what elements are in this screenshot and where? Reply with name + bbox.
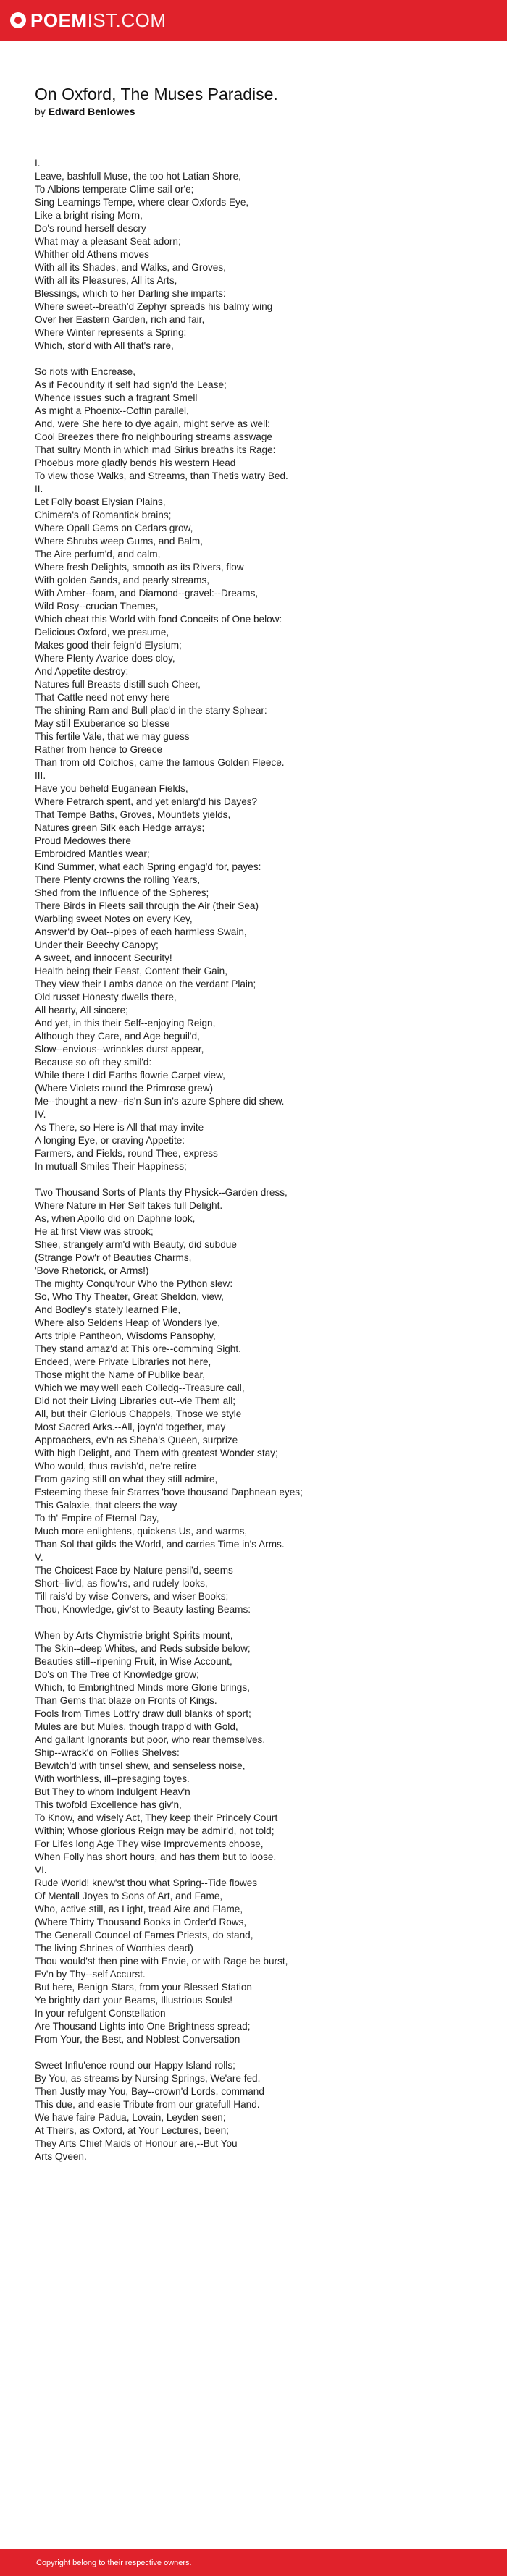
poem-line: So, Who Thy Theater, Great Sheldon, view, bbox=[35, 1291, 224, 1302]
poem-line: To Albions temperate Clime sail or'e; bbox=[35, 184, 194, 195]
poem-line: May still Exuberance so blesse bbox=[35, 718, 170, 729]
poem-article bbox=[35, 84, 484, 2176]
logo-bold-text: POEM bbox=[30, 9, 88, 31]
site-footer bbox=[0, 2549, 507, 2576]
poem-line: Much more enlightens, quickens Us, and warms, bbox=[35, 1526, 248, 1537]
poem-line: Delicious Oxford, we presume, bbox=[35, 627, 169, 638]
poem-line: They view their Lambs dance on the verdant Plain; bbox=[35, 979, 256, 989]
poem-line: Shed from the Influence of the Spheres; bbox=[35, 887, 209, 898]
poem-line: Arts triple Pantheon, Wisdoms Pansophy, bbox=[35, 1330, 216, 1341]
poem-line: From gazing still on what they still admire, bbox=[35, 1474, 218, 1485]
poem-line: Leave, bashfull Muse, the too hot Latian Shore, bbox=[35, 171, 241, 182]
poem-line: Thou, Knowledge, giv'st to Beauty lasting Beams: bbox=[35, 1604, 251, 1615]
poem-line: Old russet Honesty dwells there, bbox=[35, 992, 177, 1002]
poem-line: Fools from Times Lott'ry draw dull blanks of sport; bbox=[35, 1708, 251, 1719]
poem-line: Cool Breezes there fro neighbouring streams asswage bbox=[35, 431, 272, 442]
poem-line: At Theirs, as Oxford, at Your Lectures, been; bbox=[35, 2125, 229, 2136]
poem-line: But They to whom Indulgent Heav'n bbox=[35, 1786, 190, 1797]
poem-line: When Folly has short hours, and has them but to loose. bbox=[35, 1851, 277, 1862]
poem-line: Blessings, which to her Darling she imparts: bbox=[35, 288, 226, 299]
poem-line: Wild Rosy--crucian Themes, bbox=[35, 601, 159, 612]
poem-line: Than Gems that blaze on Fronts of Kings. bbox=[35, 1695, 217, 1706]
poem-line: Where fresh Delights, smooth as its Rivers, flow bbox=[35, 562, 244, 573]
poem-line: Which we may well each Colledg--Treasure call, bbox=[35, 1382, 245, 1393]
poem-line: Short--liv'd, as flow'rs, and rudely looks, bbox=[35, 1578, 208, 1589]
poem-line: Mules are but Mules, though trapp'd with Gold, bbox=[35, 1721, 238, 1732]
poem-line: Natures full Breasts distill such Cheer, bbox=[35, 679, 201, 690]
poem-line: This Galaxie, that cleers the way bbox=[35, 1500, 177, 1511]
poem-line: Where Plenty Avarice does cloy, bbox=[35, 653, 175, 664]
poem-line: Bewitch'd with tinsel shew, and senseless noise, bbox=[35, 1760, 246, 1771]
poem-line: And Appetite destroy: bbox=[35, 666, 129, 677]
poem-line: The Skin--deep Whites, and Reds subside below; bbox=[35, 1643, 251, 1654]
poem-line: And yet, in this their Self--enjoying Reign, bbox=[35, 1018, 216, 1029]
poem-line: Where Nature in Her Self takes full Delight. bbox=[35, 1200, 223, 1211]
poem-line: With worthless, ill--presaging toyes. bbox=[35, 1773, 190, 1784]
poem-line: Whither old Athens moves bbox=[35, 249, 149, 260]
poem-line: The Choicest Face by Nature pensil'd, seems bbox=[35, 1565, 233, 1576]
poem-line: Although they Care, and Age beguil'd, bbox=[35, 1031, 200, 1042]
poem-line: The living Shrines of Worthies dead) bbox=[35, 1943, 193, 1954]
poem-stanza bbox=[35, 1629, 484, 2046]
poem-line: Proud Medowes there bbox=[35, 835, 131, 846]
poem-line: Are Thousand Lights into One Brightness spread; bbox=[35, 2021, 251, 2032]
poem-stanza bbox=[35, 157, 484, 352]
poem-line: Beauties still--ripening Fruit, in Wise Account, bbox=[35, 1656, 232, 1667]
site-header bbox=[0, 0, 507, 41]
poem-line: Rather from hence to Greece bbox=[35, 744, 163, 755]
poem-line: Where Shrubs weep Gums, and Balm, bbox=[35, 536, 203, 546]
poem-line: Than Sol that gilds the World, and carries Time in's Arms. bbox=[35, 1539, 285, 1550]
poem-line: So riots with Encrease, bbox=[35, 366, 136, 377]
poem-line: To view those Walks, and Streams, than Thetis watry Bed. bbox=[35, 470, 288, 481]
poem-line: Ev'n by Thy--self Accurst. bbox=[35, 1969, 146, 1980]
poem-line: There Plenty crowns the rolling Years, bbox=[35, 874, 201, 885]
poem-line: For Lifes long Age They wise Improvements choose, bbox=[35, 1838, 264, 1849]
poem-line: What may a pleasant Seat adorn; bbox=[35, 236, 181, 247]
poem-line: Those might the Name of Publike bear, bbox=[35, 1369, 205, 1380]
poem-line: Which, stor'd with All that's rare, bbox=[35, 340, 174, 351]
site-logo-text bbox=[30, 9, 167, 31]
poem-line: Endeed, were Private Libraries not here, bbox=[35, 1356, 211, 1367]
poem-line: Where Petrarch spent, and yet enlarg'd his Dayes? bbox=[35, 796, 258, 807]
poem-line: Do's round herself descry bbox=[35, 223, 146, 234]
poem-line: Shee, strangely arm'd with Beauty, did subdue bbox=[35, 1239, 237, 1250]
poem-line: Which, to Embrightned Minds more Glorie brings, bbox=[35, 1682, 250, 1693]
poem-line: Embroidred Mantles wear; bbox=[35, 848, 150, 859]
poem-line: With high Delight, and Them with greatest Wonder stay; bbox=[35, 1448, 278, 1458]
poem-line: Who, active still, as Light, tread Aire and Flame, bbox=[35, 1904, 243, 1914]
poem-line: Two Thousand Sorts of Plants thy Physick--Garden dress, bbox=[35, 1187, 288, 1198]
poem-line: Thou would'st then pine with Envie, or with Rage be burst, bbox=[35, 1956, 288, 1967]
poem-line: Phoebus more gladly bends his western Head bbox=[35, 457, 236, 468]
poem-line: Than from old Colchos, came the famous Golden Fleece. bbox=[35, 757, 285, 768]
poem-line: Over her Eastern Garden, rich and fair, bbox=[35, 314, 205, 325]
poem-line: Rude World! knew'st thou what Spring--Tide flowes bbox=[35, 1878, 258, 1888]
poem-line: This due, and easie Tribute from our gratefull Hand. bbox=[35, 2099, 260, 2110]
poem-line: But here, Benign Stars, from your Blessed Station bbox=[35, 1982, 252, 1993]
poem-line: Then Justly may You, Bay--crown'd Lords, command bbox=[35, 2086, 264, 2097]
poem-line: I. bbox=[35, 158, 41, 169]
poem-line: Where also Seldens Heap of Wonders lye, bbox=[35, 1317, 220, 1328]
byline-prefix: by bbox=[35, 106, 49, 117]
poem-line: That Tempe Baths, Groves, Mountlets yields, bbox=[35, 809, 231, 820]
poem-line: As, when Apollo did on Daphne look, bbox=[35, 1213, 196, 1224]
poem-line: Slow--envious--wrinckles durst appear, bbox=[35, 1044, 204, 1055]
poem-line: Answer'd by Oat--pipes of each harmless Swain, bbox=[35, 926, 247, 937]
poem-line: IV. bbox=[35, 1109, 46, 1120]
poem-line: They stand amaz'd at This ore--comming Sight. bbox=[35, 1343, 241, 1354]
poem-line: As might a Phoenix--Coffin parallel, bbox=[35, 405, 189, 416]
poem-line: In your refulgent Constellation bbox=[35, 2008, 166, 2019]
poem-line: There Birds in Fleets sail through the Air (their Sea) bbox=[35, 900, 259, 911]
poem-line: And gallant Ignorants but poor, who rear themselves, bbox=[35, 1734, 266, 1745]
poem-line: Where Winter represents a Spring; bbox=[35, 327, 187, 338]
poem-line: II. bbox=[35, 483, 43, 494]
poem-line: Till rais'd by wise Convers, and wiser Books; bbox=[35, 1591, 229, 1602]
poem-line: Ye brightly dart your Beams, Illustrious Souls! bbox=[35, 1995, 233, 2006]
byline bbox=[35, 105, 484, 118]
poem-line: To th' Empire of Eternal Day, bbox=[35, 1513, 159, 1524]
poem-line: From Your, the Best, and Noblest Conversation bbox=[35, 2034, 240, 2045]
poem-line: Which cheat this World with fond Conceits of One below: bbox=[35, 614, 282, 625]
poem-line: With Amber--foam, and Diamond--gravel:--Dreams, bbox=[35, 588, 259, 599]
poem-line: Sweet Influ'ence round our Happy Island rolls; bbox=[35, 2060, 235, 2071]
poem-line: This fertile Vale, that we may guess bbox=[35, 731, 190, 742]
poem-line: To Know, and wisely Act, They keep their Princely Court bbox=[35, 1812, 278, 1823]
poem-line: They Arts Chief Maids of Honour are,--But You bbox=[35, 2138, 238, 2149]
poem-line: Under their Beechy Canopy; bbox=[35, 939, 159, 950]
poem-line: That sultry Month in which mad Sirius breaths its Rage: bbox=[35, 444, 276, 455]
poem-line: Of Mentall Joyes to Sons of Art, and Fame, bbox=[35, 1891, 223, 1901]
poem-line: Natures green Silk each Hedge arrays; bbox=[35, 822, 205, 833]
poem-line: Because so oft they smil'd: bbox=[35, 1057, 152, 1068]
poem-line: Where Opall Gems on Cedars grow, bbox=[35, 523, 193, 533]
poem-line: Do's on The Tree of Knowledge grow; bbox=[35, 1669, 199, 1680]
poem-line: A longing Eye, or craving Appetite: bbox=[35, 1135, 185, 1146]
poem-line: By You, as streams by Nursing Springs, We'are fed. bbox=[35, 2073, 261, 2084]
poem-line: III. bbox=[35, 770, 46, 781]
poem-line: That Cattle need not envy here bbox=[35, 692, 170, 703]
poem-stanza bbox=[35, 2059, 484, 2163]
poem-line: A sweet, and innocent Security! bbox=[35, 953, 172, 963]
poem-line: While there I did Earths flowrie Carpet view, bbox=[35, 1070, 225, 1081]
poem-line: He at first View was strook; bbox=[35, 1226, 154, 1237]
poem-line: The shining Ram and Bull plac'd in the starry Sphear: bbox=[35, 705, 267, 716]
poem-line: With all its Shades, and Walks, and Groves, bbox=[35, 262, 226, 273]
poem-line: Farmers, and Fields, round Thee, express bbox=[35, 1148, 218, 1159]
poem-line: Kind Summer, what each Spring engag'd for, payes: bbox=[35, 861, 261, 872]
poem-line: Warbling sweet Notes on every Key, bbox=[35, 913, 193, 924]
site-logo-link[interactable] bbox=[10, 9, 167, 31]
poem-line: 'Bove Rhetorick, or Arms!) bbox=[35, 1265, 149, 1276]
poem-stanza bbox=[35, 366, 484, 1173]
poem-line: Sing Learnings Tempe, where clear Oxfords Eye, bbox=[35, 197, 249, 208]
poem-line: Did not their Living Libraries out--vie Them all; bbox=[35, 1395, 236, 1406]
poem-line: Makes good their feign'd Elysium; bbox=[35, 640, 182, 651]
poemist-logo-icon bbox=[10, 12, 26, 28]
poem-line: Within; Whose glorious Reign may be admir'd, not told; bbox=[35, 1825, 275, 1836]
poem-line: Let Folly boast Elysian Plains, bbox=[35, 497, 166, 507]
poem-line: Who would, thus ravish'd, ne're retire bbox=[35, 1461, 196, 1471]
poem-line: (Strange Pow'r of Beauties Charms, bbox=[35, 1252, 192, 1263]
poem-line: All, but their Glorious Chappels, Those we style bbox=[35, 1409, 242, 1419]
poem-line: Chimera's of Romantick brains; bbox=[35, 510, 172, 520]
poem-line: All hearty, All sincere; bbox=[35, 1005, 128, 1015]
poem-line: With golden Sands, and pearly streams, bbox=[35, 575, 210, 586]
poem-line: Where sweet--breath'd Zephyr spreads his balmy wing bbox=[35, 301, 273, 312]
poem-line: Have you beheld Euganean Fields, bbox=[35, 783, 188, 794]
author-name: Edward Benlowes bbox=[48, 106, 135, 117]
poem-line: As There, so Here is All that may invite bbox=[35, 1122, 204, 1133]
poem-line: Like a bright rising Morn, bbox=[35, 210, 143, 221]
poem-line: (Where Thirty Thousand Books in Order'd Rows, bbox=[35, 1917, 247, 1927]
poem-line: (Where Violets round the Primrose grew) bbox=[35, 1083, 214, 1094]
poem-line: V. bbox=[35, 1552, 43, 1563]
poem-line: Esteeming these fair Starres 'bove thousand Daphnean eyes; bbox=[35, 1487, 303, 1498]
poem-line: Health being their Feast, Content their Gain, bbox=[35, 966, 227, 976]
poem-line: As if Fecoundity it self had sign'd the Lease; bbox=[35, 379, 227, 390]
poem-line: The Aire perfum'd, and calm, bbox=[35, 549, 161, 559]
poem-line: Approachers, ev'n as Sheba's Queen, surprize bbox=[35, 1435, 238, 1445]
poem-line: In mutuall Smiles Their Happiness; bbox=[35, 1161, 187, 1172]
poem-line: Most Sacred Arks.--All, joyn'd together, may bbox=[35, 1422, 226, 1432]
poem-line: Whence issues such a fragrant Smell bbox=[35, 392, 198, 403]
poem-line: And, were She here to dye again, might serve as well: bbox=[35, 418, 270, 429]
poem-line: The Generall Councel of Fames Priests, do stand, bbox=[35, 1930, 254, 1941]
poem-line: And Bodley's stately learned Pile, bbox=[35, 1304, 181, 1315]
poem-line: We have faire Padua, Lovain, Leyden seen; bbox=[35, 2112, 226, 2123]
poem-line: The mighty Conqu'rour Who the Python slew: bbox=[35, 1278, 233, 1289]
logo-light-text: IST.COM bbox=[87, 9, 167, 31]
poem-line: With all its Pleasures, All its Arts, bbox=[35, 275, 177, 286]
poem-body bbox=[35, 157, 484, 2163]
poem-line: This twofold Excellence has giv'n, bbox=[35, 1799, 182, 1810]
poem-line: VI. bbox=[35, 1865, 47, 1875]
copyright-notice: Copyright belong to their respective owners. bbox=[36, 2559, 192, 2567]
poem-title: On Oxford, The Muses Paradise. bbox=[35, 85, 278, 104]
poem-line: Ship--wrack'd on Follies Shelves: bbox=[35, 1747, 180, 1758]
poem-stanza bbox=[35, 1186, 484, 1616]
poem-line: Arts Qveen. bbox=[35, 2151, 87, 2162]
poem-line: Me--thought a new--ris'n Sun in's azure Sphere did shew. bbox=[35, 1096, 285, 1107]
poem-line: When by Arts Chymistrie bright Spirits mount, bbox=[35, 1630, 233, 1641]
